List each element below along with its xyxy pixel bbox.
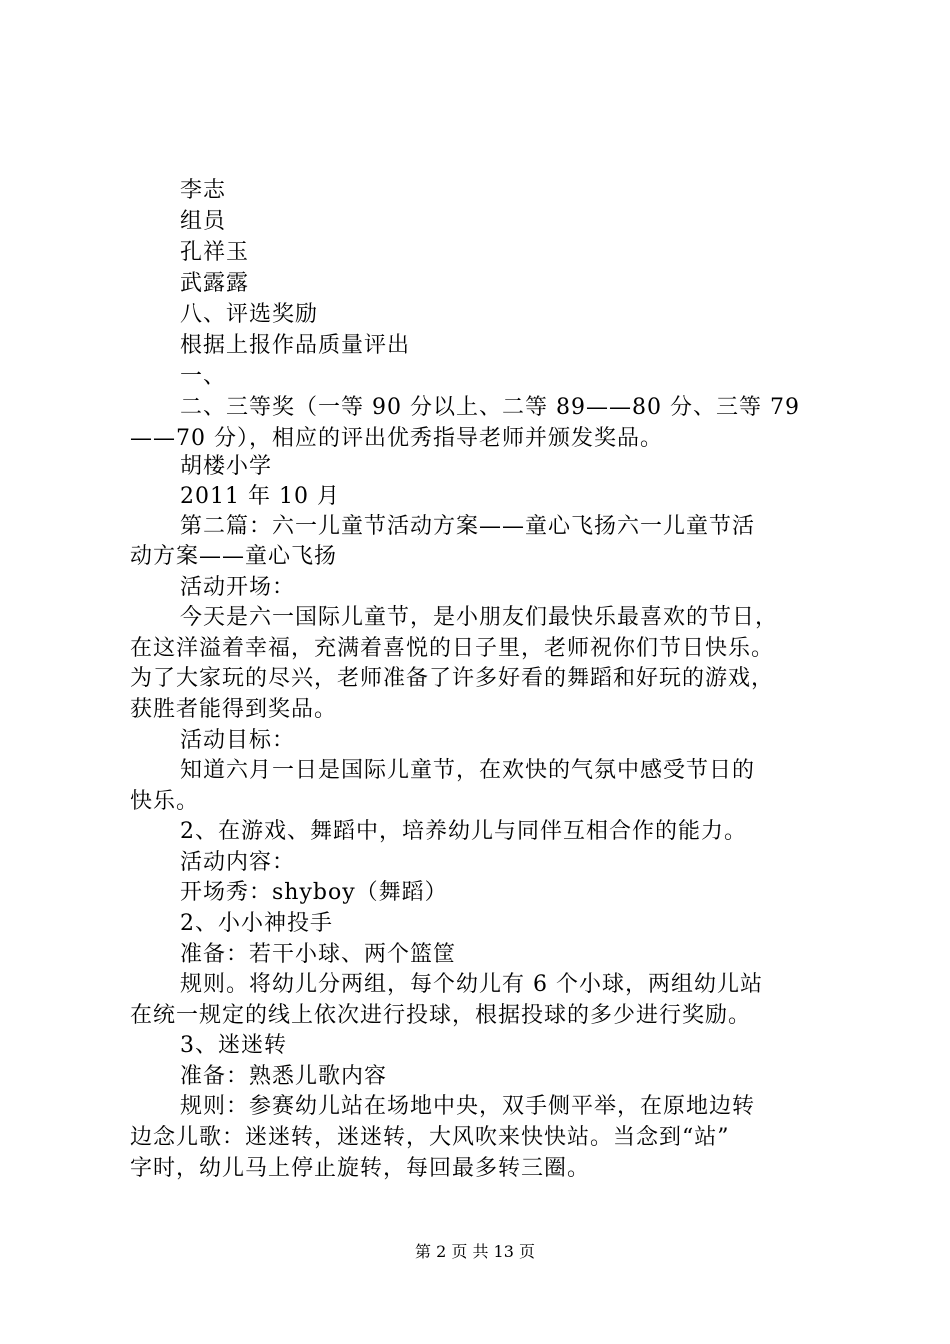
text-line-33: 字时，幼儿马上停止旋转，每回最多转三圈。 [130,1156,591,1181]
page-number-footer: 第 2 页 共 13 页 [415,1242,535,1261]
text-line-27: 规则。将幼儿分两组，每个幼儿有 6 个小球，两组幼儿站 [180,972,763,997]
chapter-title-cont: 动方案——童心飞扬 [130,544,338,569]
section-heading-opening: 活动开场： [180,575,296,600]
text-line-21: 快乐。 [130,789,200,814]
text-line-24: 开场秀：shyboy（舞蹈） [180,880,448,905]
section-heading-content: 活动内容： [180,850,296,875]
text-line-17: 为了大家玩的尽兴，老师准备了许多好看的舞蹈和好玩的游戏， [130,666,775,691]
section-heading-goals: 活动目标： [180,728,296,753]
text-line-30: 准备：熟悉儿歌内容 [180,1064,388,1089]
chapter-title: 第二篇：六一儿童节活动方案——童心飞扬六一儿童节活 [180,514,756,539]
text-line-28: 在统一规定的线上依次进行投球，根据投球的多少进行奖励。 [130,1003,752,1028]
section-heading-awards: 八、评选奖励 [180,302,319,327]
text-line-20: 知道六月一日是国际儿童节，在欢快的气氛中感受节日的 [180,758,756,783]
text-line-6: 根据上报作品质量评出 [180,333,411,358]
text-line-15: 今天是六一国际儿童节，是小朋友们最快乐最喜欢的节日， [180,605,779,630]
text-line-7: 一、 [180,364,227,389]
text-line-22: 2、在游戏、舞蹈中，培养幼儿与同伴互相合作的能力。 [180,819,747,844]
text-line-16: 在这洋溢着幸福，充满着喜悦的日子里，老师祝你们节日快乐。 [130,636,775,661]
text-line-1: 李志 [180,178,227,203]
document-date: 2011 年 10 月 [180,484,340,509]
text-line-8: 二、三等奖（一等 90 分以上、二等 89——80 分、三等 79 [180,395,800,420]
text-line-29: 3、迷迷转 [180,1033,287,1058]
text-line-3: 孔祥玉 [180,240,250,265]
text-line-4: 武露露 [180,271,250,296]
text-line-31: 规则：参赛幼儿站在场地中央，双手侧平举，在原地边转 [180,1094,756,1119]
school-name: 胡楼小学 [180,454,273,479]
text-line-2: 组员 [180,209,227,234]
text-line-26: 准备：若干小球、两个篮筐 [180,942,457,967]
text-line-18: 获胜者能得到奖品。 [130,697,338,722]
text-line-9: ——70 分），相应的评出优秀指导老师并颁发奖品。 [130,426,663,451]
text-line-25: 2、小小神投手 [180,911,333,936]
text-line-32: 边念儿歌：迷迷转，迷迷转，大风吹来快快站。当念到“站” [130,1125,730,1150]
